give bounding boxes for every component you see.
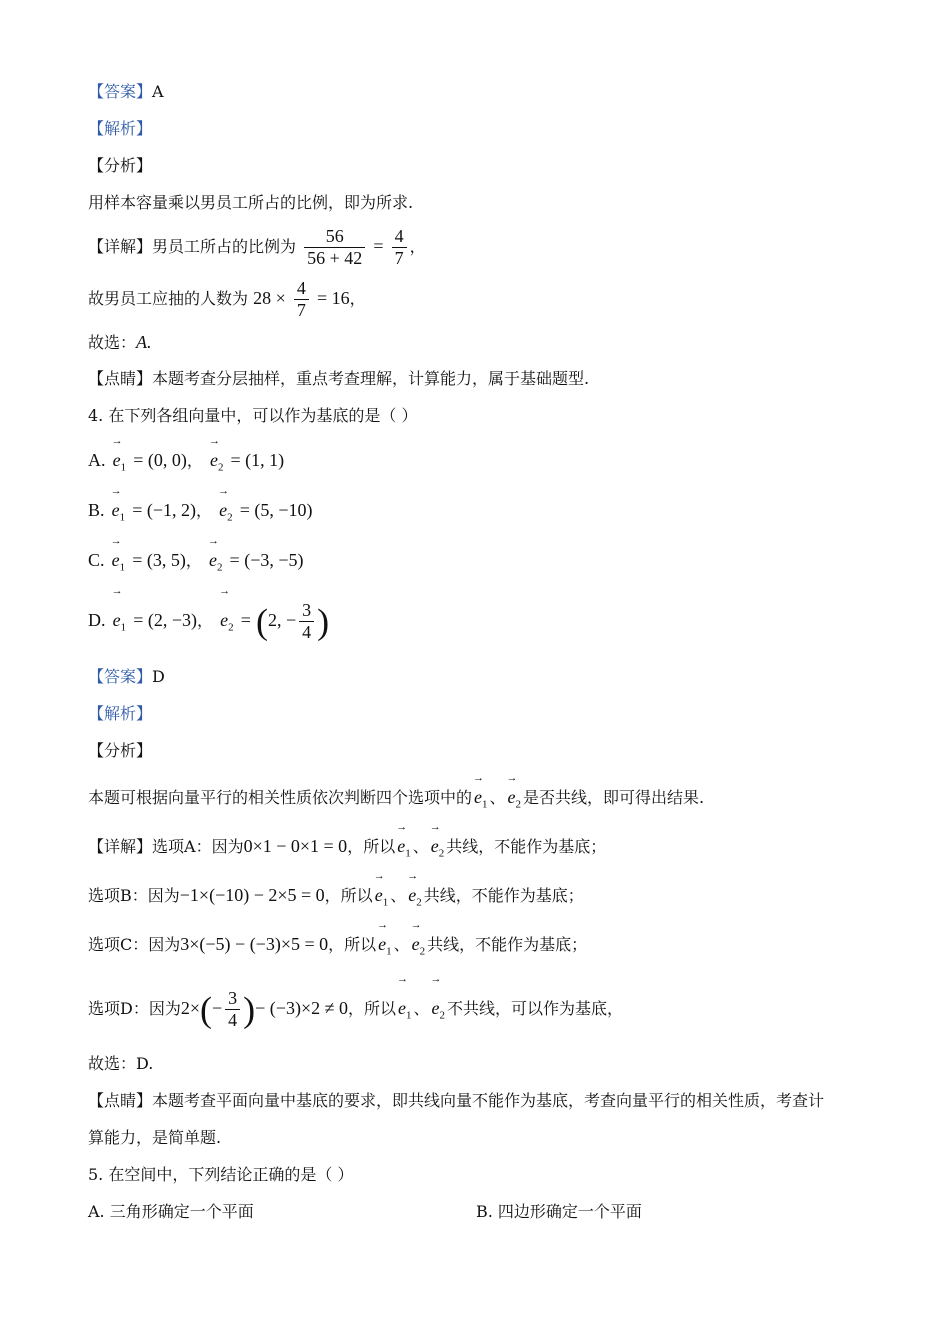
right-paren: ) xyxy=(243,989,256,1030)
dianjing-text: 本题考查分层抽样，重点考查理解，计算能力，属于基础题型. xyxy=(152,369,590,388)
detail-d: 选项D：因为2×(− $\frac{3}{4}$ )− (−3)×2 ≠ 0，所以 → $e_1$ 、 → $e_2$ 不共线，可以作为基底， xyxy=(88,984,623,1040)
detail-prefix: 选项B：因为 xyxy=(88,886,180,905)
xiangjie-text: 男员工所占的比例为 xyxy=(152,237,297,256)
option-d: D. → $e_1 = (2$, −3)， → $e_2 = (2$, − $\frac{3}{4}$ ) xyxy=(88,596,329,652)
vector-e1: → $e_1$ xyxy=(111,585,127,634)
vector-e2: → $e_2$ xyxy=(208,435,224,474)
jiexi-tag: 【解析】 xyxy=(88,119,153,138)
option-b: B. → $e_1 = (-1$, 2)， → $e_2 = (5$, −10) xyxy=(88,496,313,532)
fraction-numerator: 3 xyxy=(228,988,238,1008)
left-paren: ( xyxy=(200,989,212,1030)
fraction-count xyxy=(294,278,309,321)
vector-value: = (5, −10) xyxy=(239,500,313,520)
fraction-denominator: 7 xyxy=(392,247,407,269)
option-label: C. xyxy=(88,550,105,570)
answer-line-2 xyxy=(88,667,165,687)
vector-value: = (2, −3) xyxy=(133,610,197,630)
count-line xyxy=(88,276,366,321)
fenxi-text: 用样本容量乘以男员工所占的比例，即为所求. xyxy=(88,193,414,212)
minus-sign: − xyxy=(212,998,223,1018)
dianjing-tag: 【点睛】 xyxy=(88,1091,153,1110)
detail-c: 选项C：因为3×(−5) − (−3)×5 = 0，所以 → $e_1$ 、 → $e_2$ 共线，不能作为基底； xyxy=(88,930,587,966)
dianjing-text: 本题考查平面向量中基底的要求，即共线向量不能作为基底，考查向量平行的相关性质，考查计 xyxy=(152,1091,825,1110)
option-label: D. xyxy=(88,610,106,630)
xiangjie-line xyxy=(88,224,426,269)
detail-b: 选项B：因为−1×(−10) − 2×5 = 0，所以 → $e_1$ 、 → $e_2$ 共线，不能作为基底； xyxy=(88,881,584,917)
vector-e1: → $e_1$ xyxy=(373,870,389,909)
vector-value: = (−1, 2) xyxy=(132,500,196,520)
dianjing-tag: 【点睛】 xyxy=(88,369,153,388)
detail-expr: − (−3)×2 ≠ 0 xyxy=(255,998,348,1018)
answer-tag: 【答案】 xyxy=(88,82,153,101)
fraction-ratio xyxy=(304,226,365,269)
count-text: 故男员工应抽的人数为 xyxy=(88,289,249,308)
guxuan-text: 故选： xyxy=(88,333,137,352)
fenxi-text-line: 本题可根据向量平行的相关性质依次判断四个选项中的 → $e_1$ 、 → $e_2$ 是否共线，即可得出结果. xyxy=(88,783,704,819)
option-a: A. → $e_1 = (0$, 0)， → $e_2 = (1$, 1) xyxy=(88,446,284,482)
count-expr-b: = 16 xyxy=(316,288,350,308)
detail-prefix: 选项D：因为 xyxy=(88,999,181,1018)
detail-expr: −1×(−10) − 2×5 = 0 xyxy=(179,885,325,905)
dianjing-line xyxy=(88,369,589,389)
answer-value: A xyxy=(152,82,164,101)
vector-e1: → $e_1$ xyxy=(396,821,411,860)
left-paren: ( xyxy=(255,601,268,642)
vector-value: = (1, 1) xyxy=(230,450,285,470)
vector-value: = xyxy=(240,610,251,630)
dianjing-line-2 xyxy=(88,1091,824,1111)
vector-e2: → $e_2$ xyxy=(218,485,233,524)
fraction-denominator: 4 xyxy=(299,621,314,643)
detail-a: 【详解】选项A：因为0×1 − 0×1 = 0，所以 → $e_1$ 、 → $e_2$ 共线，不能作为基底； xyxy=(88,832,606,868)
comma: ， xyxy=(349,289,366,308)
vector-e1: → $e_1$ xyxy=(377,919,392,958)
fraction-denominator: 56 + 42 xyxy=(304,247,365,269)
fraction-denominator: 4 xyxy=(225,1009,240,1031)
option-c: C. → $e_1 = (3$, 5)， → $e_2 = (-3$, −5) xyxy=(88,546,304,582)
right-paren: ) xyxy=(317,601,330,642)
vector-e1: → $e_1$ xyxy=(110,485,126,524)
guxuan-line-2: 故选：D. xyxy=(88,1054,154,1073)
dianjing-line-2b: 算能力，是简单题. xyxy=(88,1128,222,1147)
fraction xyxy=(225,988,240,1031)
vector-e2: → $e_2$ xyxy=(407,870,422,909)
q5-option-a: A. 三角形确定一个平面 xyxy=(88,1202,254,1221)
vector-value: = (0, 0) xyxy=(133,450,187,470)
vector-e2: → $e_2$ xyxy=(430,973,446,1022)
fenxi-tag: 【分析】 xyxy=(88,741,153,760)
fenxi-text-b: 是否共线，即可得出结果. xyxy=(523,788,705,807)
vector-value: 2, − xyxy=(267,610,297,630)
detail-conclusion: 共线，不能作为基底； xyxy=(446,837,607,856)
count-expr-a: 28 × xyxy=(253,288,286,308)
detail-prefix: 选项C：因为 xyxy=(88,935,181,954)
vector-e1: → $e_1$ xyxy=(111,435,127,474)
fraction-denominator: 7 xyxy=(294,299,309,321)
answer-value: D xyxy=(152,667,165,686)
vector-e2: → $e_2$ xyxy=(410,919,426,958)
detail-conclusion: 不共线，可以作为基底， xyxy=(447,999,624,1018)
guxuan-value: A. xyxy=(136,332,152,352)
answer-tag: 【答案】 xyxy=(88,667,153,686)
xiangjie-tag: 【详解】 xyxy=(88,837,153,856)
detail-expr: 3×(−5) − (−3)×5 = 0 xyxy=(180,934,329,954)
answer-line-1 xyxy=(88,82,164,102)
vector-value: = (−3, −5) xyxy=(229,550,304,570)
option-label: A. xyxy=(88,450,106,470)
detail-conclusion: 共线，不能作为基底； xyxy=(427,935,588,954)
detail-prefix: 选项A：因为 xyxy=(152,837,244,856)
fraction-numerator: 3 xyxy=(302,600,312,620)
vector-e2: → $e_2$ xyxy=(429,821,445,860)
detail-conclusion: 共线，不能作为基底； xyxy=(423,886,584,905)
detail-expr: 2× xyxy=(180,998,200,1018)
vector-e1: → $e_1$ xyxy=(473,772,488,811)
vector-e2: → $e_2$ xyxy=(506,772,522,811)
fraction xyxy=(299,600,314,643)
vector-e1: → $e_1$ xyxy=(110,535,126,574)
equals-sign: = xyxy=(373,236,384,256)
fenxi-text-a: 本题可根据向量平行的相关性质依次判断四个选项中的 xyxy=(88,788,473,807)
fraction-numerator: 4 xyxy=(296,278,306,298)
fraction-numerator: 4 xyxy=(394,226,404,246)
vector-e2: → $e_2$ xyxy=(207,535,223,574)
question-5-stem: 5. 在空间中，下列结论正确的是（ ） xyxy=(88,1165,354,1184)
fraction-numerator: 56 xyxy=(325,226,344,246)
option-label: B. xyxy=(88,500,105,520)
q5-option-b: B. 四边形确定一个平面 xyxy=(476,1202,642,1221)
question-4-stem: 4. 在下列各组向量中，可以作为基底的是（ ） xyxy=(88,406,418,425)
comma: ， xyxy=(409,237,426,256)
vector-e2: → $e_2$ xyxy=(219,585,234,634)
vector-e1: → $e_1$ xyxy=(397,973,412,1022)
xiangjie-tag: 【详解】 xyxy=(88,237,153,256)
guxuan-line xyxy=(88,332,152,353)
vector-value: = (3, 5) xyxy=(132,550,186,570)
fraction-result xyxy=(392,226,407,269)
fenxi-tag: 【分析】 xyxy=(88,156,153,175)
jiexi-tag: 【解析】 xyxy=(88,704,153,723)
detail-expr: 0×1 − 0×1 = 0 xyxy=(243,836,348,856)
